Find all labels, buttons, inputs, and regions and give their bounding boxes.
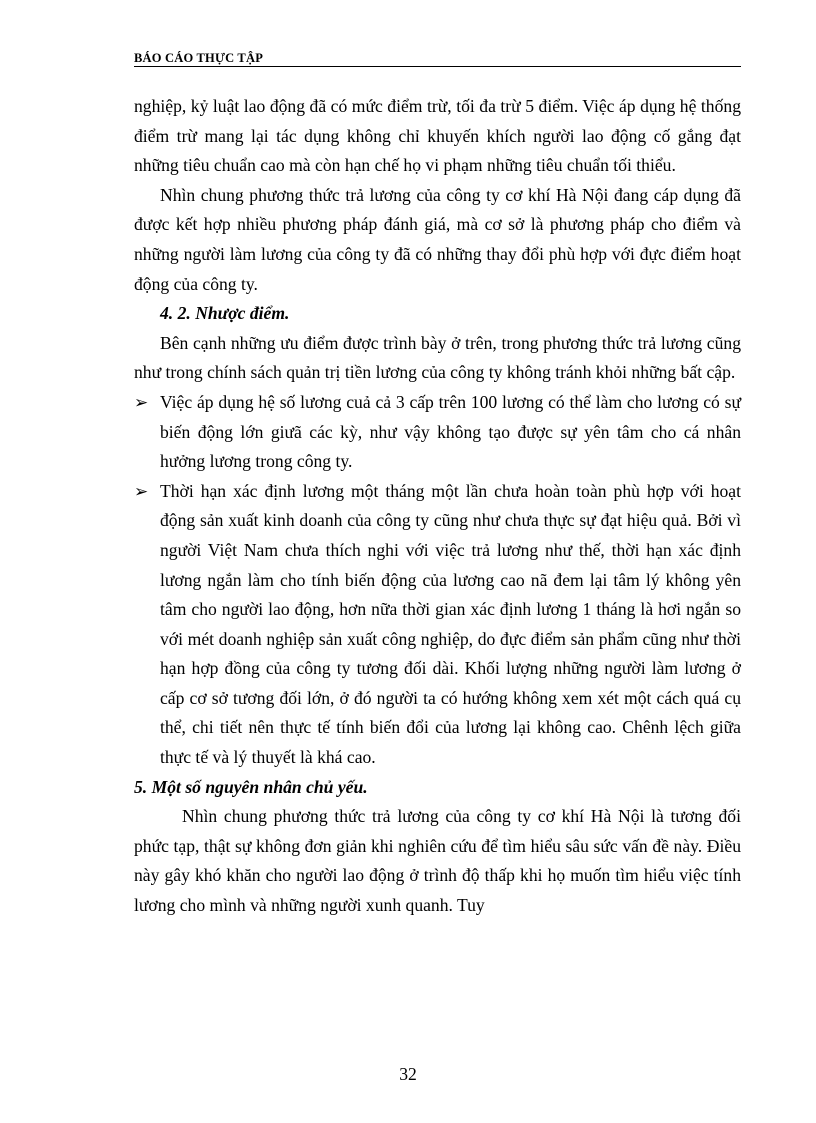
section-heading-4-2: 4. 2. Nhược điểm. <box>160 303 290 324</box>
section-heading-5: 5. Một số nguyên nhân chủ yếu. <box>134 776 368 797</box>
paragraph-continuation: nghiệp, kỷ luật lao động đã có mức điểm trừ, tối đa trừ 5 điểm. Việc áp dụng hệ thống điểm trừ mang lại tác dụng không chỉ khuyến khích người lao động cố gắng đạt những tiêu chuẩn cao mà còn hạn chế họ vi phạm những tiêu chuẩn tối thiểu. <box>134 96 741 176</box>
header-title: BÁO CÁO THỰC TẬP <box>134 51 264 65</box>
bullet-item-2 <box>134 477 741 773</box>
paragraph-intro-drawbacks: Bên cạnh những ưu điểm được trình bày ở trên, trong phương thức trả lương cũng như trong chính sách quản trị tiền lương của công ty không tránh khỏi những bất cập. <box>134 332 741 383</box>
page-body <box>134 92 741 921</box>
running-header <box>134 48 741 67</box>
paragraph-causes: Nhìn chung phương thức trả lương của công ty cơ khí Hà Nội là tương đối phức tạp, thật sự không đơn giản khi nghiên cứu để tìm hiểu sâu sức vấn đề này. Điều này gây khó khăn cho người lao động ở trình độ thấp khi họ muốn tìm hiểu việc tính lương cho mình và những người xunh quanh. Tuy <box>134 806 741 916</box>
bullet-text-2: Thời hạn xác định lương một tháng một lần chưa hoàn toàn phù hợp với hoạt động sản xuất kinh doanh của công ty cũng như chưa thực sự đạt hiệu quả. Bởi vì người Việt Nam chưa thích nghi với việc trả lương như thế, thời hạn xác định lương ngắn làm cho tính biến động của lương cao nã đem lại tâm lý không yên tâm cho người lao động, hơn nữa thời gian xác định lương 1 tháng là hơi ngắn so với mét doanh nghiệp sản xuất công nghiệp, do đực điểm sản phẩm cũng như thời hạn hợp đồng của công ty tương đối dài. Khối lượng những người làm lương ở cấp cơ sở tương đối lớn, ở đó người ta có hướng không xem xét một cách quá cụ thể, chi tiết nên thực tế tính biến đổi của lương lại không cao. Chênh lệch giữa thực tế và lý thuyết là khá cao. <box>160 480 741 768</box>
bullet-item-1 <box>134 388 741 477</box>
bullet-text-1: Việc áp dụng hệ số lương cuả cả 3 cấp trên 100 lương có thể làm cho lương có sự biến động lớn giưã các kỳ, như vậy không tạo được sự yên tâm cho cá nhân hưởng lương trong công ty. <box>160 391 741 472</box>
arrow-bullet-icon: ➢ <box>134 481 149 501</box>
arrow-bullet-icon: ➢ <box>134 392 149 412</box>
page-number: 32 <box>399 1064 417 1084</box>
paragraph-summary: Nhìn chung phương thức trả lương của công ty cơ khí Hà Nội đang cáp dụng đã được kết hợp nhiều phương pháp đánh giá, mà cơ sở là phương pháp cho điểm và những người làm lương của công ty đã có những thay đổi phù hợp với đực điểm hoạt động của công ty. <box>134 184 741 294</box>
